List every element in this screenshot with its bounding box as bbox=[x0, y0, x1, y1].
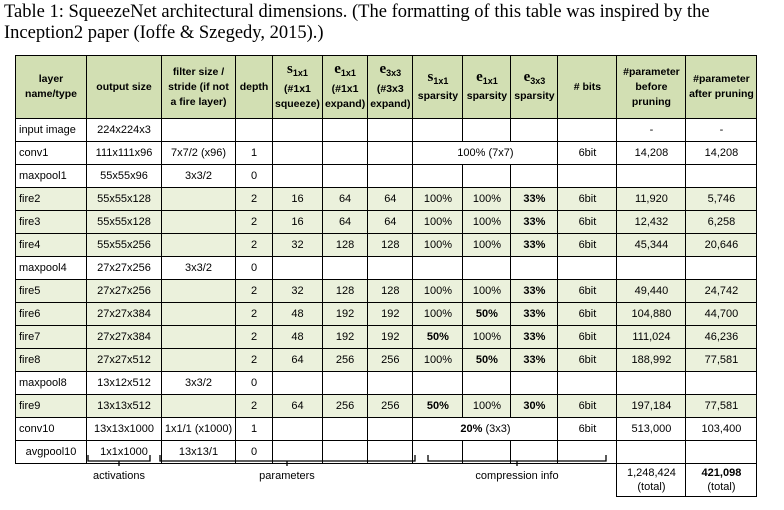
cell-e1: 128 bbox=[322, 234, 367, 257]
cell-depth: 2 bbox=[236, 303, 273, 326]
cell-depth: 2 bbox=[236, 234, 273, 257]
cell-s1s: 100% bbox=[413, 234, 463, 257]
cell-layer: fire9 bbox=[16, 395, 87, 418]
cell-after: 20,646 bbox=[686, 234, 757, 257]
cell-s1s: 50% bbox=[413, 326, 463, 349]
cell-s1: 16 bbox=[273, 211, 323, 234]
cell-depth: 0 bbox=[236, 372, 273, 395]
cell-e1: 256 bbox=[322, 395, 367, 418]
cell-output: 27x27x256 bbox=[87, 280, 162, 303]
cell-e3s: 33% bbox=[511, 349, 558, 372]
cell-depth: 0 bbox=[236, 165, 273, 188]
cell-depth: 2 bbox=[236, 326, 273, 349]
cell-sparsity-merged: 100% (7x7) bbox=[413, 142, 558, 165]
cell-e3: 192 bbox=[368, 326, 413, 349]
cell-e3s: 33% bbox=[511, 211, 558, 234]
cell-after: 14,208 bbox=[686, 142, 757, 165]
cell-bits: 6bit bbox=[558, 418, 617, 441]
cell-output: 27x27x512 bbox=[87, 349, 162, 372]
cell-e1s: 100% bbox=[463, 326, 511, 349]
cell-e1: 192 bbox=[322, 326, 367, 349]
cell-s1s: 100% bbox=[413, 211, 463, 234]
cell-e1s: 100% bbox=[463, 188, 511, 211]
header-filter-size: filter size / stride (if not a fire layer) bbox=[162, 56, 236, 119]
cell-e3: 256 bbox=[368, 395, 413, 418]
cell-bits: 6bit bbox=[558, 211, 617, 234]
cell-depth: 2 bbox=[236, 395, 273, 418]
cell-after: 5,746 bbox=[686, 188, 757, 211]
cell-output: 55x55x128 bbox=[87, 188, 162, 211]
cell-filter: 7x7/2 (x96) bbox=[162, 142, 236, 165]
header-s1x1-sparsity: $s_{1x1}$ sparsity bbox=[413, 56, 463, 119]
cell-output: 224x224x3 bbox=[87, 119, 162, 142]
cell-e3s: 33% bbox=[511, 303, 558, 326]
cell-s1: 48 bbox=[273, 303, 323, 326]
cell-bits: 6bit bbox=[558, 395, 617, 418]
cell-s1s: 100% bbox=[413, 303, 463, 326]
cell-filter: 1x1/1 (x1000) bbox=[162, 418, 236, 441]
cell-depth: 1 bbox=[236, 142, 273, 165]
cell-e1: 64 bbox=[322, 188, 367, 211]
header-layer: layer name/type bbox=[16, 56, 87, 119]
cell-e1s: 50% bbox=[463, 349, 511, 372]
cell-e1s: 100% bbox=[463, 234, 511, 257]
cell-filter: 3x3/2 bbox=[162, 372, 236, 395]
cell-layer: conv10 bbox=[16, 418, 87, 441]
cell-layer: fire7 bbox=[16, 326, 87, 349]
cell-e3: 192 bbox=[368, 303, 413, 326]
cell-s1: 48 bbox=[273, 326, 323, 349]
header-e1x1: $e_{1x1}$ (#1x1 expand) bbox=[322, 56, 367, 119]
cell-after: 103,400 bbox=[686, 418, 757, 441]
cell-before: - bbox=[617, 119, 686, 142]
cell-e3s: 30% bbox=[511, 395, 558, 418]
activations-bracket bbox=[88, 455, 150, 466]
cell-depth: 2 bbox=[236, 188, 273, 211]
cell-layer: fire5 bbox=[16, 280, 87, 303]
header-depth: depth bbox=[236, 56, 273, 119]
cell-depth: 0 bbox=[236, 257, 273, 280]
cell-s1: 16 bbox=[273, 188, 323, 211]
cell-before: 11,920 bbox=[617, 188, 686, 211]
cell-s1: 32 bbox=[273, 280, 323, 303]
cell-e3: 64 bbox=[368, 188, 413, 211]
cell-layer: fire3 bbox=[16, 211, 87, 234]
cell-layer: maxpool8 bbox=[16, 372, 87, 395]
cell-e3s: 33% bbox=[511, 234, 558, 257]
compression-label: compression info bbox=[475, 470, 559, 482]
cell-layer: fire2 bbox=[16, 188, 87, 211]
cell-output: 13x13x512 bbox=[87, 395, 162, 418]
cell-e3s: 33% bbox=[511, 188, 558, 211]
cell-e1s: 100% bbox=[463, 280, 511, 303]
cell-sparsity-merged: 20% (3x3) bbox=[413, 418, 558, 441]
cell-e3: 128 bbox=[368, 280, 413, 303]
cell-after: 24,742 bbox=[686, 280, 757, 303]
header-params-after: #parameter after pruning bbox=[686, 56, 757, 119]
cell-output: 55x55x96 bbox=[87, 165, 162, 188]
cell-output: 55x55x128 bbox=[87, 211, 162, 234]
cell-before: 14,208 bbox=[617, 142, 686, 165]
cell-s1s: 100% bbox=[413, 280, 463, 303]
cell-layer: fire8 bbox=[16, 349, 87, 372]
cell-depth: 1 bbox=[236, 418, 273, 441]
cell-e3: 64 bbox=[368, 211, 413, 234]
cell-filter: 3x3/2 bbox=[162, 257, 236, 280]
cell-before: 111,024 bbox=[617, 326, 686, 349]
header-e3x3-sparsity: $e_{3x3}$ sparsity bbox=[511, 56, 558, 119]
cell-s1s: 100% bbox=[413, 349, 463, 372]
cell-bits: 6bit bbox=[558, 326, 617, 349]
cell-bits: 6bit bbox=[558, 303, 617, 326]
cell-bits: 6bit bbox=[558, 188, 617, 211]
cell-bits: 6bit bbox=[558, 142, 617, 165]
cell-e1: 192 bbox=[322, 303, 367, 326]
cell-layer: fire4 bbox=[16, 234, 87, 257]
header-params-before: #parameter before pruning bbox=[617, 56, 686, 119]
cell-e3: 256 bbox=[368, 349, 413, 372]
cell-output: 13x13x1000 bbox=[87, 418, 162, 441]
cell-bits: 6bit bbox=[558, 349, 617, 372]
cell-before: 49,440 bbox=[617, 280, 686, 303]
cell-bits: 6bit bbox=[558, 234, 617, 257]
cell-layer: input image bbox=[16, 119, 87, 142]
cell-after: 6,258 bbox=[686, 211, 757, 234]
cell-e3s: 33% bbox=[511, 326, 558, 349]
cell-after: - bbox=[686, 119, 757, 142]
header-s1x1: $s_{1x1}$ (#1x1 squeeze) bbox=[273, 56, 323, 119]
cell-s1s: 50% bbox=[413, 395, 463, 418]
total-before: 1,248,424 (total) bbox=[617, 464, 686, 497]
cell-depth: 0 bbox=[236, 441, 273, 464]
cell-before: 197,184 bbox=[617, 395, 686, 418]
cell-output: 55x55x256 bbox=[87, 234, 162, 257]
cell-output: 13x12x512 bbox=[87, 372, 162, 395]
parameters-label: parameters bbox=[259, 470, 315, 482]
header-bits: # bits bbox=[558, 56, 617, 119]
activations-label: activations bbox=[93, 470, 145, 482]
parameters-bracket bbox=[160, 455, 415, 466]
cell-layer: maxpool1 bbox=[16, 165, 87, 188]
cell-after: 46,236 bbox=[686, 326, 757, 349]
cell-e3s: 33% bbox=[511, 280, 558, 303]
cell-depth: 2 bbox=[236, 211, 273, 234]
cell-layer: conv1 bbox=[16, 142, 87, 165]
cell-before: 12,432 bbox=[617, 211, 686, 234]
cell-s1: 64 bbox=[273, 349, 323, 372]
cell-bits: 6bit bbox=[558, 280, 617, 303]
cell-depth: 2 bbox=[236, 280, 273, 303]
compression-bracket bbox=[428, 455, 606, 466]
cell-depth: 2 bbox=[236, 349, 273, 372]
cell-output: 27x27x256 bbox=[87, 257, 162, 280]
cell-layer: maxpool4 bbox=[16, 257, 87, 280]
cell-before: 188,992 bbox=[617, 349, 686, 372]
cell-output: 111x111x96 bbox=[87, 142, 162, 165]
cell-after: 77,581 bbox=[686, 395, 757, 418]
cell-s1: 64 bbox=[273, 395, 323, 418]
table-caption: Table 1: SqueezeNet architectural dimensions. (The formatting of this table was inspired by the Inception2 paper (Ioffe & Szegedy, 2015).) bbox=[4, 2, 710, 43]
cell-before: 513,000 bbox=[617, 418, 686, 441]
cell-filter: 13x13/1 bbox=[162, 441, 236, 464]
cell-before: 45,344 bbox=[617, 234, 686, 257]
cell-output: 27x27x384 bbox=[87, 303, 162, 326]
cell-e1: 256 bbox=[322, 349, 367, 372]
cell-layer: fire6 bbox=[16, 303, 87, 326]
cell-output: 1x1x1000 bbox=[87, 441, 162, 464]
cell-after: 77,581 bbox=[686, 349, 757, 372]
cell-e1: 64 bbox=[322, 211, 367, 234]
cell-e1s: 100% bbox=[463, 395, 511, 418]
cell-e3: 128 bbox=[368, 234, 413, 257]
cell-e1s: 50% bbox=[463, 303, 511, 326]
cell-layer: avgpool10 bbox=[16, 441, 87, 464]
cell-s1: 32 bbox=[273, 234, 323, 257]
cell-e1: 128 bbox=[322, 280, 367, 303]
cell-before: 104,880 bbox=[617, 303, 686, 326]
cell-filter: 3x3/2 bbox=[162, 165, 236, 188]
header-output-size: output size bbox=[87, 56, 162, 119]
total-after: 421,098 (total) bbox=[686, 464, 757, 497]
cell-s1s: 100% bbox=[413, 188, 463, 211]
header-e1x1-sparsity: $e_{1x1}$ sparsity bbox=[463, 56, 511, 119]
cell-output: 27x27x384 bbox=[87, 326, 162, 349]
cell-e1s: 100% bbox=[463, 211, 511, 234]
cell-after: 44,700 bbox=[686, 303, 757, 326]
header-e3x3: $e_{3x3}$ (#3x3 expand) bbox=[368, 56, 413, 119]
